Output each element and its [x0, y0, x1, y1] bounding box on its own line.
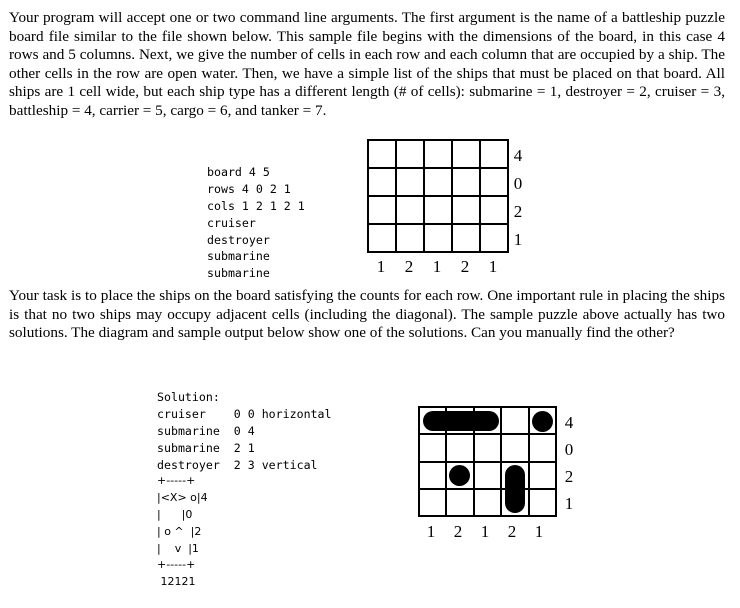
submarine-ship	[449, 465, 470, 486]
board-cell	[446, 434, 473, 461]
board-cell	[396, 140, 424, 168]
col-count: 1	[534, 522, 544, 541]
board-cell	[529, 434, 556, 461]
ascii-line: +-----+	[157, 473, 196, 487]
code-line: cols 1 2 1 2 1	[207, 198, 305, 213]
board-cell	[480, 168, 508, 196]
row-count: 0	[513, 174, 523, 193]
board-cell	[396, 196, 424, 224]
board-cell	[474, 489, 501, 516]
code-line: Solution:	[157, 389, 220, 404]
intro-paragraph: Your program will accept one or two command line arguments. The first argument is the name of a battleship puzzle board file similar to the file shown below. This sample file begins with the dimensions of the board, in this case 4 rows and 5 columns. Next, we give the number of cells in each row and each column that are occupied by a ship. The other cells in the row are open water. Then, we have a simple list of the ships that must be placed on that board. All ships are 1 cell wide, but each ship type has a different length (# of cells): submarine = 1, destroyer = 2, cruiser = 3, battleship = 4, carrier = 5, cargo = 6, and tanker = 7.	[9, 9, 725, 119]
board-cell	[424, 140, 452, 168]
code-line: submarine 2 1	[157, 440, 255, 455]
ascii-line: |<X> o|4	[157, 490, 208, 504]
board-cell	[424, 196, 452, 224]
row-count: 2	[564, 467, 574, 486]
board-cell	[368, 196, 396, 224]
code-line: destroyer 2 3 vertical	[157, 457, 318, 472]
code-line: cruiser 0 0 horizontal	[157, 406, 332, 421]
code-line: cruiser	[207, 215, 256, 230]
board-cell	[501, 407, 528, 434]
empty-board	[367, 139, 509, 253]
board-cell	[419, 462, 446, 489]
board-cell	[452, 224, 480, 252]
row-count: 1	[513, 230, 523, 249]
code-line: destroyer	[207, 232, 270, 247]
col-count: 1	[488, 257, 498, 276]
col-count: 1	[480, 522, 490, 541]
board-cell	[368, 224, 396, 252]
col-count: 1	[432, 257, 442, 276]
board-cell	[424, 224, 452, 252]
board-cell	[424, 168, 452, 196]
col-count: 2	[404, 257, 414, 276]
code-line: submarine	[207, 249, 270, 264]
board-cell	[480, 224, 508, 252]
code-line: submarine	[207, 266, 270, 281]
col-count: 2	[460, 257, 470, 276]
col-count: 2	[507, 522, 517, 541]
board-cell	[368, 168, 396, 196]
board-cell	[501, 434, 528, 461]
board-cell	[419, 434, 446, 461]
col-count: 1	[376, 257, 386, 276]
code-line: rows 4 0 2 1	[207, 181, 291, 196]
row-count: 1	[564, 494, 574, 513]
board-cell	[480, 196, 508, 224]
ascii-board	[157, 456, 208, 608]
ascii-line: | v |1	[157, 541, 199, 555]
code-line: board 4 5	[207, 164, 270, 179]
board-cell	[452, 196, 480, 224]
cruiser-ship	[423, 411, 499, 431]
col-count: 1	[426, 522, 436, 541]
task-paragraph: Your task is to place the ships on the board satisfying the counts for each row. One important rule in placing the ships is that no two ships may occupy adjacent cells (including the diagonal). The sample puzzle above actually has two solutions. The diagram and sample output below show one of the solutions. Can you manually find the other?	[9, 287, 725, 342]
row-count: 4	[564, 413, 574, 432]
ascii-line: | |0	[157, 507, 193, 521]
board-cell	[529, 462, 556, 489]
code-line: submarine 0 4	[157, 423, 255, 438]
board-cell	[474, 434, 501, 461]
board-cell	[452, 168, 480, 196]
ascii-line: 12121	[157, 575, 196, 589]
sample-file	[207, 147, 305, 299]
submarine-ship	[532, 411, 553, 432]
ascii-line: +-----+	[157, 558, 196, 572]
board-cell	[396, 168, 424, 196]
board-cell	[480, 140, 508, 168]
board-cell	[446, 489, 473, 516]
board-cell	[529, 489, 556, 516]
ascii-line: | o ^ |2	[157, 524, 202, 538]
row-count: 0	[564, 440, 574, 459]
board-cell	[419, 489, 446, 516]
row-count: 4	[513, 146, 523, 165]
board-cell	[396, 224, 424, 252]
row-count: 2	[513, 202, 523, 221]
board-cell	[452, 140, 480, 168]
board-cell	[474, 462, 501, 489]
destroyer-ship	[505, 465, 525, 513]
col-count: 2	[453, 522, 463, 541]
board-cell	[368, 140, 396, 168]
